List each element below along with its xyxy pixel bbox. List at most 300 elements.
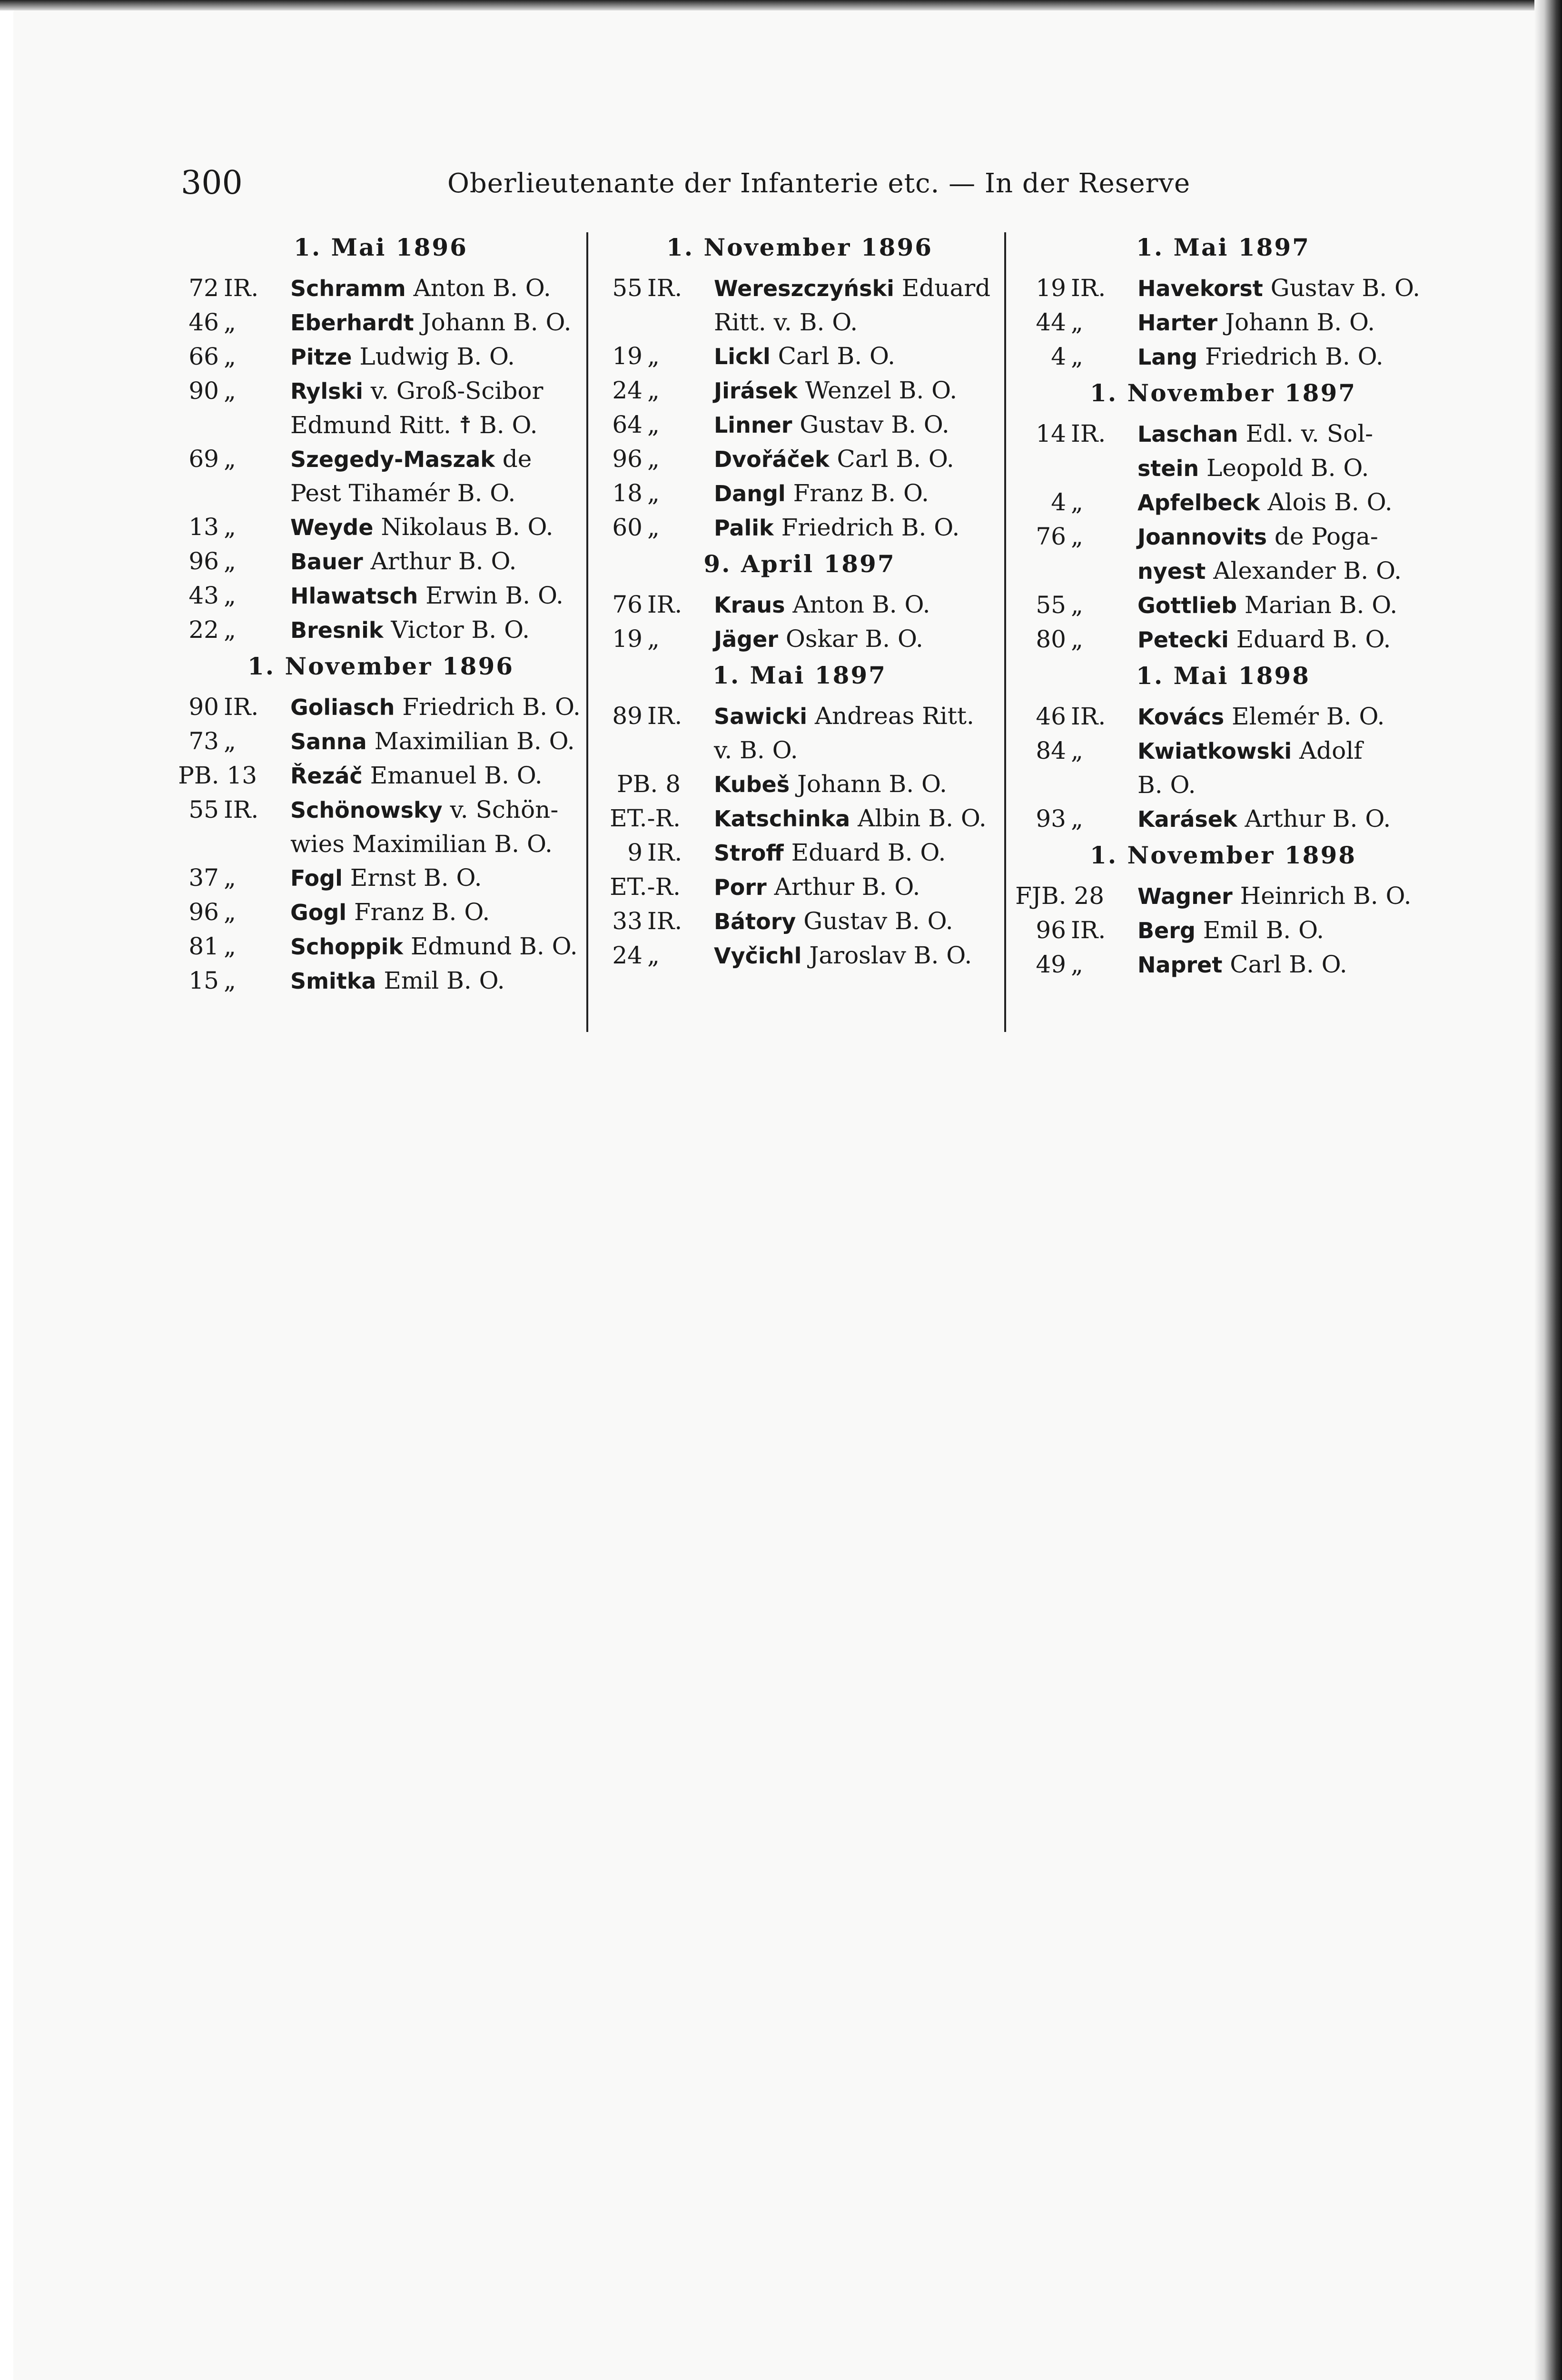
entry-text <box>714 836 1004 870</box>
regiment-number: 55 <box>188 796 219 823</box>
regiment-number: 19 <box>612 625 643 653</box>
entry-continuation <box>290 408 590 442</box>
entry-text <box>290 793 590 827</box>
officer-entry <box>171 861 590 895</box>
unit-abbreviation: „ <box>647 342 660 370</box>
officer-surname: Palik <box>714 515 774 541</box>
officer-details: Eduard B. O. <box>1236 625 1391 653</box>
officer-details: Edmund B. O. <box>410 932 578 960</box>
unit-abbreviation: IR. <box>647 591 682 618</box>
unit-abbreviation: „ <box>224 343 236 370</box>
entry-text <box>714 374 1004 408</box>
unit-abbreviation: IR. <box>647 274 682 302</box>
officer-entry <box>595 374 1004 408</box>
regiment-number: 96 <box>188 547 219 575</box>
officer-surname: Berg <box>1137 918 1196 943</box>
officer-details-continuation: Pest Tihamér B. O. <box>290 479 516 507</box>
officer-surname: Gogl <box>290 900 347 925</box>
regiment-number: 84 <box>1036 737 1066 764</box>
officer-surname: Pitze <box>290 344 352 370</box>
officer-details: Anton B. O. <box>792 591 930 618</box>
entry-text <box>1137 417 1428 451</box>
unit-abbreviation: „ <box>1071 308 1083 336</box>
entry-continuation <box>290 476 590 510</box>
regiment-number: 96 <box>612 445 643 473</box>
entry-text <box>1137 802 1428 836</box>
officer-surname: Kwiatkowski <box>1137 738 1292 764</box>
unit-abbreviation: IR. <box>647 702 682 730</box>
officer-details: Gustav B. O. <box>1270 274 1420 302</box>
entry-text <box>290 442 590 476</box>
officer-details-continuation: B. O. <box>1137 771 1196 799</box>
regiment-number: 37 <box>188 864 219 892</box>
regiment-number: 90 <box>188 377 219 405</box>
regiment-number: 33 <box>612 907 643 935</box>
officer-entry <box>171 793 590 861</box>
officer-entry <box>171 930 590 964</box>
officer-details: Emil B. O. <box>1203 916 1325 944</box>
officer-entry <box>1018 802 1428 836</box>
entry-continuation <box>714 306 1004 339</box>
entry-continuation <box>1137 451 1428 486</box>
running-head: Oberlieutenante der Infanterie etc. — In der Reserve <box>447 168 1191 199</box>
entry-text <box>290 930 590 964</box>
unit-abbreviation: „ <box>1071 625 1083 653</box>
officer-details: Eduard <box>901 274 991 302</box>
entry-text <box>1137 623 1428 657</box>
officer-entry <box>1018 588 1428 623</box>
officer-details: Maximilian B. O. <box>374 727 575 755</box>
unit-abbreviation: „ <box>224 547 236 575</box>
column-2 <box>595 228 1004 1033</box>
officer-surname: Lang <box>1137 344 1198 370</box>
officer-entry <box>171 271 590 306</box>
page-number: 300 <box>181 164 243 202</box>
book-spine-shadow <box>1534 0 1562 2380</box>
officer-details-continuation: v. B. O. <box>714 736 798 764</box>
officer-entry <box>171 964 590 998</box>
officer-surname: Sanna <box>290 729 367 754</box>
column-3 <box>1015 228 1428 1033</box>
unit-abbreviation: „ <box>224 445 236 473</box>
officer-surname-continuation: stein <box>1137 456 1199 481</box>
unit-abbreviation: IR. <box>224 796 259 823</box>
regiment-number: 46 <box>1036 703 1066 730</box>
entry-text <box>290 964 590 998</box>
officer-details: Friedrich B. O. <box>1205 343 1384 370</box>
officer-entry <box>1018 306 1428 340</box>
officer-details: Adolf <box>1299 737 1363 764</box>
regiment-number: 93 <box>1036 805 1066 833</box>
unit-abbreviation: „ <box>224 898 236 926</box>
unit-abbreviation: „ <box>1071 591 1083 619</box>
officer-details: Nikolaus B. O. <box>381 513 554 541</box>
officer-details: Arthur B. O. <box>774 873 920 901</box>
entry-text <box>1137 486 1428 520</box>
officer-details: Johann B. O. <box>797 770 947 798</box>
officer-details: v. Groß-Scibor <box>370 377 544 405</box>
officer-entry <box>171 579 590 613</box>
regiment-number: 96 <box>188 898 219 926</box>
officer-entry <box>1018 417 1428 486</box>
section-date-heading: 1. November 1898 <box>1089 841 1357 869</box>
officer-entry <box>595 476 1004 511</box>
column-divider <box>1004 232 1006 1032</box>
officer-details: Victor B. O. <box>391 616 530 644</box>
officer-entry <box>1018 486 1428 520</box>
regiment-number: 49 <box>1036 951 1066 978</box>
entry-text <box>1137 306 1428 340</box>
regiment-number: 9 <box>627 839 643 866</box>
officer-details: Gustav B. O. <box>803 907 953 935</box>
entry-text <box>714 870 1004 904</box>
officer-surname: Weyde <box>290 515 374 540</box>
officer-details: Jaroslav B. O. <box>809 942 972 969</box>
regiment-number: PB. 13 <box>178 762 257 789</box>
officer-details: Friedrich B. O. <box>781 514 960 541</box>
officer-details: Edl. v. Sol- <box>1246 420 1374 447</box>
entry-text <box>1137 700 1428 734</box>
regiment-number: ET.-R. <box>610 873 681 901</box>
unit-abbreviation: „ <box>224 582 236 609</box>
officer-entry <box>171 442 590 510</box>
officer-entry <box>595 939 1004 973</box>
entry-text <box>714 802 1004 836</box>
regiment-number: 14 <box>1036 420 1066 447</box>
regiment-number: 4 <box>1051 488 1066 516</box>
entry-text <box>714 767 1004 802</box>
entry-text <box>290 690 590 724</box>
officer-surname: Laschan <box>1137 421 1238 447</box>
regiment-number: 18 <box>612 479 643 507</box>
officer-entry <box>171 613 590 647</box>
unit-abbreviation: IR. <box>647 907 682 935</box>
officer-details: Albin B. O. <box>858 804 987 832</box>
entry-text <box>290 271 590 306</box>
unit-abbreviation: „ <box>224 308 236 336</box>
unit-abbreviation: „ <box>1071 343 1083 370</box>
unit-abbreviation: „ <box>647 445 660 473</box>
officer-details: Marian B. O. <box>1244 591 1398 619</box>
entry-text <box>290 374 590 408</box>
regiment-number: 24 <box>612 377 643 404</box>
entry-text <box>290 340 590 374</box>
officer-details: Anton B. O. <box>413 274 551 302</box>
unit-abbreviation: „ <box>224 864 236 892</box>
officer-surname: Bresnik <box>290 617 384 643</box>
unit-abbreviation: „ <box>647 514 660 541</box>
officer-details: Friedrich B. O. <box>402 693 581 721</box>
regiment-number: 96 <box>1036 916 1066 944</box>
entry-text <box>290 545 590 579</box>
officer-details: Ludwig B. O. <box>359 343 515 370</box>
officer-surname: Kraus <box>714 592 785 618</box>
section-date-heading: 1. November 1896 <box>666 233 933 261</box>
officer-surname: Kovács <box>1137 704 1225 730</box>
unit-abbreviation: „ <box>1071 523 1083 550</box>
entry-text <box>1137 271 1428 306</box>
unit-abbreviation: „ <box>1071 805 1083 833</box>
regiment-number: 76 <box>1036 523 1066 550</box>
officer-details: v. Schön- <box>450 796 559 823</box>
unit-abbreviation: IR. <box>1071 916 1106 944</box>
officer-details: Arthur B. O. <box>1245 805 1391 833</box>
officer-entry <box>595 904 1004 939</box>
unit-abbreviation: IR. <box>647 839 682 866</box>
regiment-number: 19 <box>1036 274 1066 302</box>
entry-text <box>290 306 590 340</box>
unit-abbreviation: „ <box>224 377 236 405</box>
officer-details: Elemér B. O. <box>1232 703 1385 730</box>
unit-abbreviation: „ <box>1071 951 1083 978</box>
officer-surname: Rylski <box>290 378 363 404</box>
officer-entry <box>595 408 1004 442</box>
entry-text <box>714 588 1004 622</box>
entry-text <box>1137 879 1428 913</box>
officer-entry <box>595 442 1004 476</box>
officer-entry <box>595 588 1004 622</box>
regiment-number: 46 <box>188 308 219 336</box>
officer-surname: Wereszczyński <box>714 276 894 301</box>
officer-entry <box>595 699 1004 767</box>
officer-surname: Karásek <box>1137 806 1237 832</box>
officer-details: Gustav B. O. <box>800 411 949 438</box>
entry-text <box>290 613 590 647</box>
officer-surname: Smitka <box>290 968 376 994</box>
officer-details: Arthur B. O. <box>370 547 517 575</box>
officer-surname: Eberhardt <box>290 310 414 336</box>
officer-details: Heinrich B. O. <box>1240 882 1412 910</box>
unit-abbreviation: IR. <box>1071 420 1106 447</box>
officer-entry <box>171 895 590 930</box>
officer-entry <box>595 339 1004 374</box>
section-date-heading: 1. November 1897 <box>1089 379 1357 407</box>
officer-entry <box>1018 520 1428 588</box>
officer-surname: Napret <box>1137 952 1223 978</box>
officer-surname: Bátory <box>714 909 796 934</box>
section-date-heading: 1. Mai 1897 <box>1136 233 1310 261</box>
regiment-number: 4 <box>1051 343 1066 370</box>
unit-abbreviation: „ <box>224 967 236 994</box>
unit-abbreviation: „ <box>647 942 660 969</box>
regiment-number: 19 <box>612 342 643 370</box>
entry-text <box>290 510 590 545</box>
entry-text <box>714 408 1004 442</box>
entry-text <box>1137 520 1428 554</box>
regiment-number: 89 <box>612 702 643 730</box>
officer-details: Emil B. O. <box>384 967 505 994</box>
officer-details: Wenzel B. O. <box>805 377 958 404</box>
regiment-number: 90 <box>188 693 219 721</box>
unit-abbreviation: IR. <box>1071 274 1106 302</box>
officer-entry <box>595 271 1004 339</box>
officer-surname: Jäger <box>714 626 778 652</box>
regiment-number: 72 <box>188 274 219 302</box>
officer-surname: Havekorst <box>1137 276 1263 301</box>
officer-entry <box>595 622 1004 656</box>
entry-continuation <box>1137 768 1428 802</box>
officer-surname: Petecki <box>1137 627 1229 653</box>
regiment-number: PB. 8 <box>617 770 681 798</box>
unit-abbreviation: „ <box>647 625 660 653</box>
regiment-number: 13 <box>188 513 219 541</box>
officer-details-continuation: Ritt. v. B. O. <box>714 308 858 336</box>
regiment-number: 22 <box>188 616 219 644</box>
officer-details: Carl B. O. <box>778 342 895 370</box>
officer-surname: Sawicki <box>714 704 808 729</box>
section-date-heading: 9. April 1897 <box>703 550 896 578</box>
page-top-edge <box>0 0 1562 10</box>
officer-details: Carl B. O. <box>1230 951 1347 978</box>
entry-text <box>290 579 590 613</box>
regiment-number: 64 <box>612 411 643 438</box>
column-1 <box>171 228 590 1033</box>
officer-entry <box>595 511 1004 545</box>
officer-surname: Lickl <box>714 344 771 369</box>
regiment-number: 69 <box>188 445 219 473</box>
officer-surname: Schoppik <box>290 934 403 960</box>
officer-details: Andreas Ritt. <box>814 702 974 730</box>
unit-abbreviation: IR. <box>224 274 259 302</box>
officer-surname: Hlawatsch <box>290 583 418 609</box>
regiment-number: 76 <box>612 591 643 618</box>
entry-text <box>714 699 1004 734</box>
regiment-number: 80 <box>1036 625 1066 653</box>
entry-text <box>290 861 590 895</box>
officer-details: Ernst B. O. <box>350 864 482 892</box>
officer-entry <box>595 870 1004 904</box>
officer-surname: Kubeš <box>714 772 790 797</box>
unit-abbreviation: „ <box>1071 488 1083 516</box>
entry-text <box>714 339 1004 374</box>
officer-details: de Poga- <box>1274 523 1378 550</box>
officer-surname: Goliasch <box>290 694 395 720</box>
officer-entry <box>171 759 590 793</box>
officer-entry <box>171 724 590 759</box>
officer-surname: Fogl <box>290 865 343 891</box>
entry-continuation <box>714 734 1004 767</box>
officer-entry <box>1015 879 1428 913</box>
officer-surname: Řezáč <box>290 763 363 789</box>
officer-surname: Schramm <box>290 276 406 301</box>
unit-abbreviation: „ <box>224 616 236 644</box>
officer-details-continuation: wies Maximilian B. O. <box>290 830 553 858</box>
entry-text <box>714 904 1004 939</box>
officer-surname: Dvořáček <box>714 446 830 472</box>
unit-abbreviation: „ <box>224 932 236 960</box>
entry-text <box>1137 588 1428 623</box>
regiment-number: 60 <box>612 514 643 541</box>
section-date-heading: 1. Mai 1896 <box>294 233 468 261</box>
entry-text <box>290 724 590 759</box>
regiment-number: 55 <box>612 274 643 302</box>
regiment-number: 81 <box>188 932 219 960</box>
regiment-number: 15 <box>188 967 219 994</box>
entry-continuation <box>1137 554 1428 588</box>
regiment-number: FJB. 28 <box>1015 882 1104 910</box>
officer-surname: Wagner <box>1137 883 1233 909</box>
officer-entry <box>171 374 590 442</box>
officer-surname: Bauer <box>290 549 363 575</box>
officer-surname: Apfelbeck <box>1137 490 1260 516</box>
regiment-number: ET.-R. <box>610 804 681 832</box>
entry-text <box>1137 340 1428 374</box>
entry-continuation <box>290 827 590 861</box>
officer-surname: Schönowsky <box>290 797 443 823</box>
officer-details: Carl B. O. <box>837 445 954 473</box>
officer-entry <box>595 836 1004 870</box>
officer-surname: Vyčichl <box>714 943 802 969</box>
regiment-number: 73 <box>188 727 219 755</box>
officer-entry <box>1018 734 1428 802</box>
entry-text <box>1137 948 1428 982</box>
officer-entry <box>1018 340 1428 374</box>
officer-entry <box>595 767 1004 802</box>
officer-entry <box>1018 700 1428 734</box>
officer-details: Erwin B. O. <box>425 582 564 609</box>
regiment-number: 44 <box>1036 308 1066 336</box>
entry-text <box>1137 913 1428 948</box>
officer-details: Oskar B. O. <box>785 625 923 653</box>
regiment-number: 24 <box>612 942 643 969</box>
officer-entry <box>1018 623 1428 657</box>
officer-surname: Katschinka <box>714 806 850 832</box>
officer-details: Emanuel B. O. <box>370 762 543 789</box>
officer-surname: Dangl <box>714 481 786 506</box>
officer-surname-continuation: nyest <box>1137 558 1206 584</box>
unit-abbreviation: „ <box>647 377 660 404</box>
officer-details: Franz B. O. <box>354 898 490 926</box>
officer-surname: Linner <box>714 412 792 438</box>
entry-text <box>714 442 1004 476</box>
officer-details: Eduard B. O. <box>791 839 946 866</box>
regiment-number: 66 <box>188 343 219 370</box>
officer-entry <box>171 690 590 724</box>
officer-details-continuation: Alexander B. O. <box>1213 557 1402 585</box>
officer-details: Johann B. O. <box>421 308 572 336</box>
officer-surname: Gottlieb <box>1137 593 1237 618</box>
unit-abbreviation: „ <box>647 411 660 438</box>
unit-abbreviation: IR. <box>1071 703 1106 730</box>
section-date-heading: 1. Mai 1897 <box>712 661 887 689</box>
entry-text <box>714 476 1004 511</box>
unit-abbreviation: „ <box>224 727 236 755</box>
officer-entry <box>171 545 590 579</box>
officer-details: de <box>502 445 532 473</box>
officer-surname: Szegedy-Maszak <box>290 446 495 472</box>
officer-entry <box>1018 271 1428 306</box>
entry-text <box>714 271 1004 306</box>
unit-abbreviation: „ <box>1071 737 1083 764</box>
officer-details: Alois B. O. <box>1267 488 1393 516</box>
entry-text <box>290 759 590 793</box>
officer-details: Franz B. O. <box>793 479 929 507</box>
officer-surname: Stroff <box>714 840 784 866</box>
officer-details: Johann B. O. <box>1225 308 1375 336</box>
officer-entry <box>1018 948 1428 982</box>
regiment-number: 55 <box>1036 591 1066 619</box>
officer-details-continuation: Edmund Ritt. ☨ B. O. <box>290 411 538 439</box>
officer-details-continuation: Leopold B. O. <box>1206 454 1369 482</box>
officer-surname: Joannovits <box>1137 524 1267 550</box>
officer-entry <box>171 510 590 545</box>
entry-text <box>290 895 590 930</box>
unit-abbreviation: „ <box>224 513 236 541</box>
officer-entry <box>171 340 590 374</box>
officer-entry <box>171 306 590 340</box>
unit-abbreviation: „ <box>647 479 660 507</box>
entry-text <box>714 939 1004 973</box>
